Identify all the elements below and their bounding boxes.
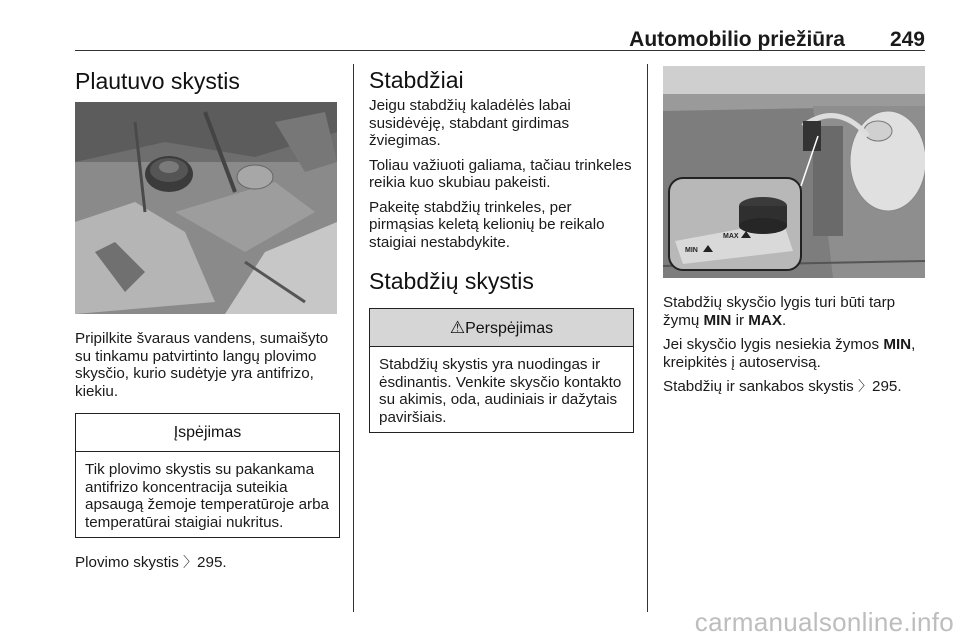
- brakes-para-1: Jeigu stabdžių kaladėlės labai susidėvėję, stabdant girdimas žviegimas.: [369, 97, 571, 149]
- column-brake-fluid: [663, 60, 928, 396]
- warning-triangle-icon: ⚠: [449, 318, 466, 337]
- service-text-end: , kreipkitės į autoservisą.: [663, 336, 916, 371]
- level-text-start: Stabdžių skysčio lygis turi būti tarp žymų: [663, 294, 896, 329]
- brakes-para-2: Toliau važiuoti galiama, tačiau trinkeles reikia kuo skubiau pakeisti.: [369, 156, 632, 191]
- brake-fluid-reservoir-photo: [663, 66, 925, 278]
- washer-instructions: Pripilkite švaraus vandens, sumaišyto su tinkamu patvirtinto langų plovimo skysčio, kurio sudėtyje yra antifrizo, kiekiu.: [75, 330, 329, 400]
- page-ref-arrow-icon: 〉: [183, 554, 198, 570]
- washer-reference-text: Plovimo skystis: [75, 554, 179, 571]
- column-divider-1: [353, 64, 354, 612]
- max-keyword: MAX: [748, 311, 783, 329]
- min-keyword-2: MIN: [883, 336, 912, 353]
- notice-box: [75, 413, 340, 538]
- level-text-mid: ir: [735, 311, 745, 329]
- page-ref-arrow-icon: 〉: [858, 378, 873, 394]
- notice-body: Tik plovimo skystis su pakankama antifrizo koncentracija suteikia apsaugą žemoje temperatūroje arba temperatūrai staigiai nukritus.: [85, 461, 329, 531]
- brakes-para-3: Pakeitę stabdžių trinkeles, per pirmąsias keletą kelionių be reikalo staigiai nestabdykite.: [369, 198, 605, 251]
- section-heading-brake-fluid: Stabdžių skystis: [369, 268, 534, 294]
- warning-box: [369, 308, 634, 433]
- brake-fluid-service-text: [663, 336, 928, 371]
- section-heading-washer: Plautuvo skystis: [75, 68, 240, 94]
- washer-reference-page: 295.: [197, 554, 227, 571]
- column-brakes: [369, 60, 634, 433]
- max-mark-label: MAX: [723, 233, 739, 240]
- column-divider-2: [647, 64, 648, 612]
- header-rule: [75, 50, 925, 51]
- section-heading-brakes: Stabdžiai: [369, 67, 464, 93]
- warning-body: Stabdžių skystis yra nuodingas ir ėsdinantis. Venkite skysčio kontakto su akimis, oda, audiniais ir dažytais paviršiais.: [379, 356, 622, 426]
- min-keyword: MIN: [703, 311, 732, 329]
- brake-reference-page: 295.: [872, 378, 902, 395]
- warning-title: Perspėjimas: [465, 320, 554, 337]
- level-text-end: .: [782, 311, 787, 329]
- service-text-start: Jei skysčio lygis nesiekia žymos: [663, 336, 880, 353]
- page-header: [75, 28, 925, 51]
- page-number: 249: [889, 28, 925, 51]
- brake-reference-text: Stabdžių ir sankabos skystis: [663, 378, 854, 395]
- brake-fluid-reference: [663, 378, 928, 396]
- warning-header: [370, 309, 633, 347]
- column-washer-fluid: [75, 60, 340, 572]
- washer-reference: [75, 554, 340, 572]
- washer-reservoir-photo: [75, 102, 337, 314]
- brake-fluid-level-text: [663, 294, 928, 329]
- notice-title: Įspėjimas: [76, 414, 339, 452]
- running-title: Automobilio priežiūra: [629, 28, 845, 51]
- watermark: carmanualsonline.info: [694, 607, 954, 637]
- min-mark-label: MIN: [685, 247, 698, 254]
